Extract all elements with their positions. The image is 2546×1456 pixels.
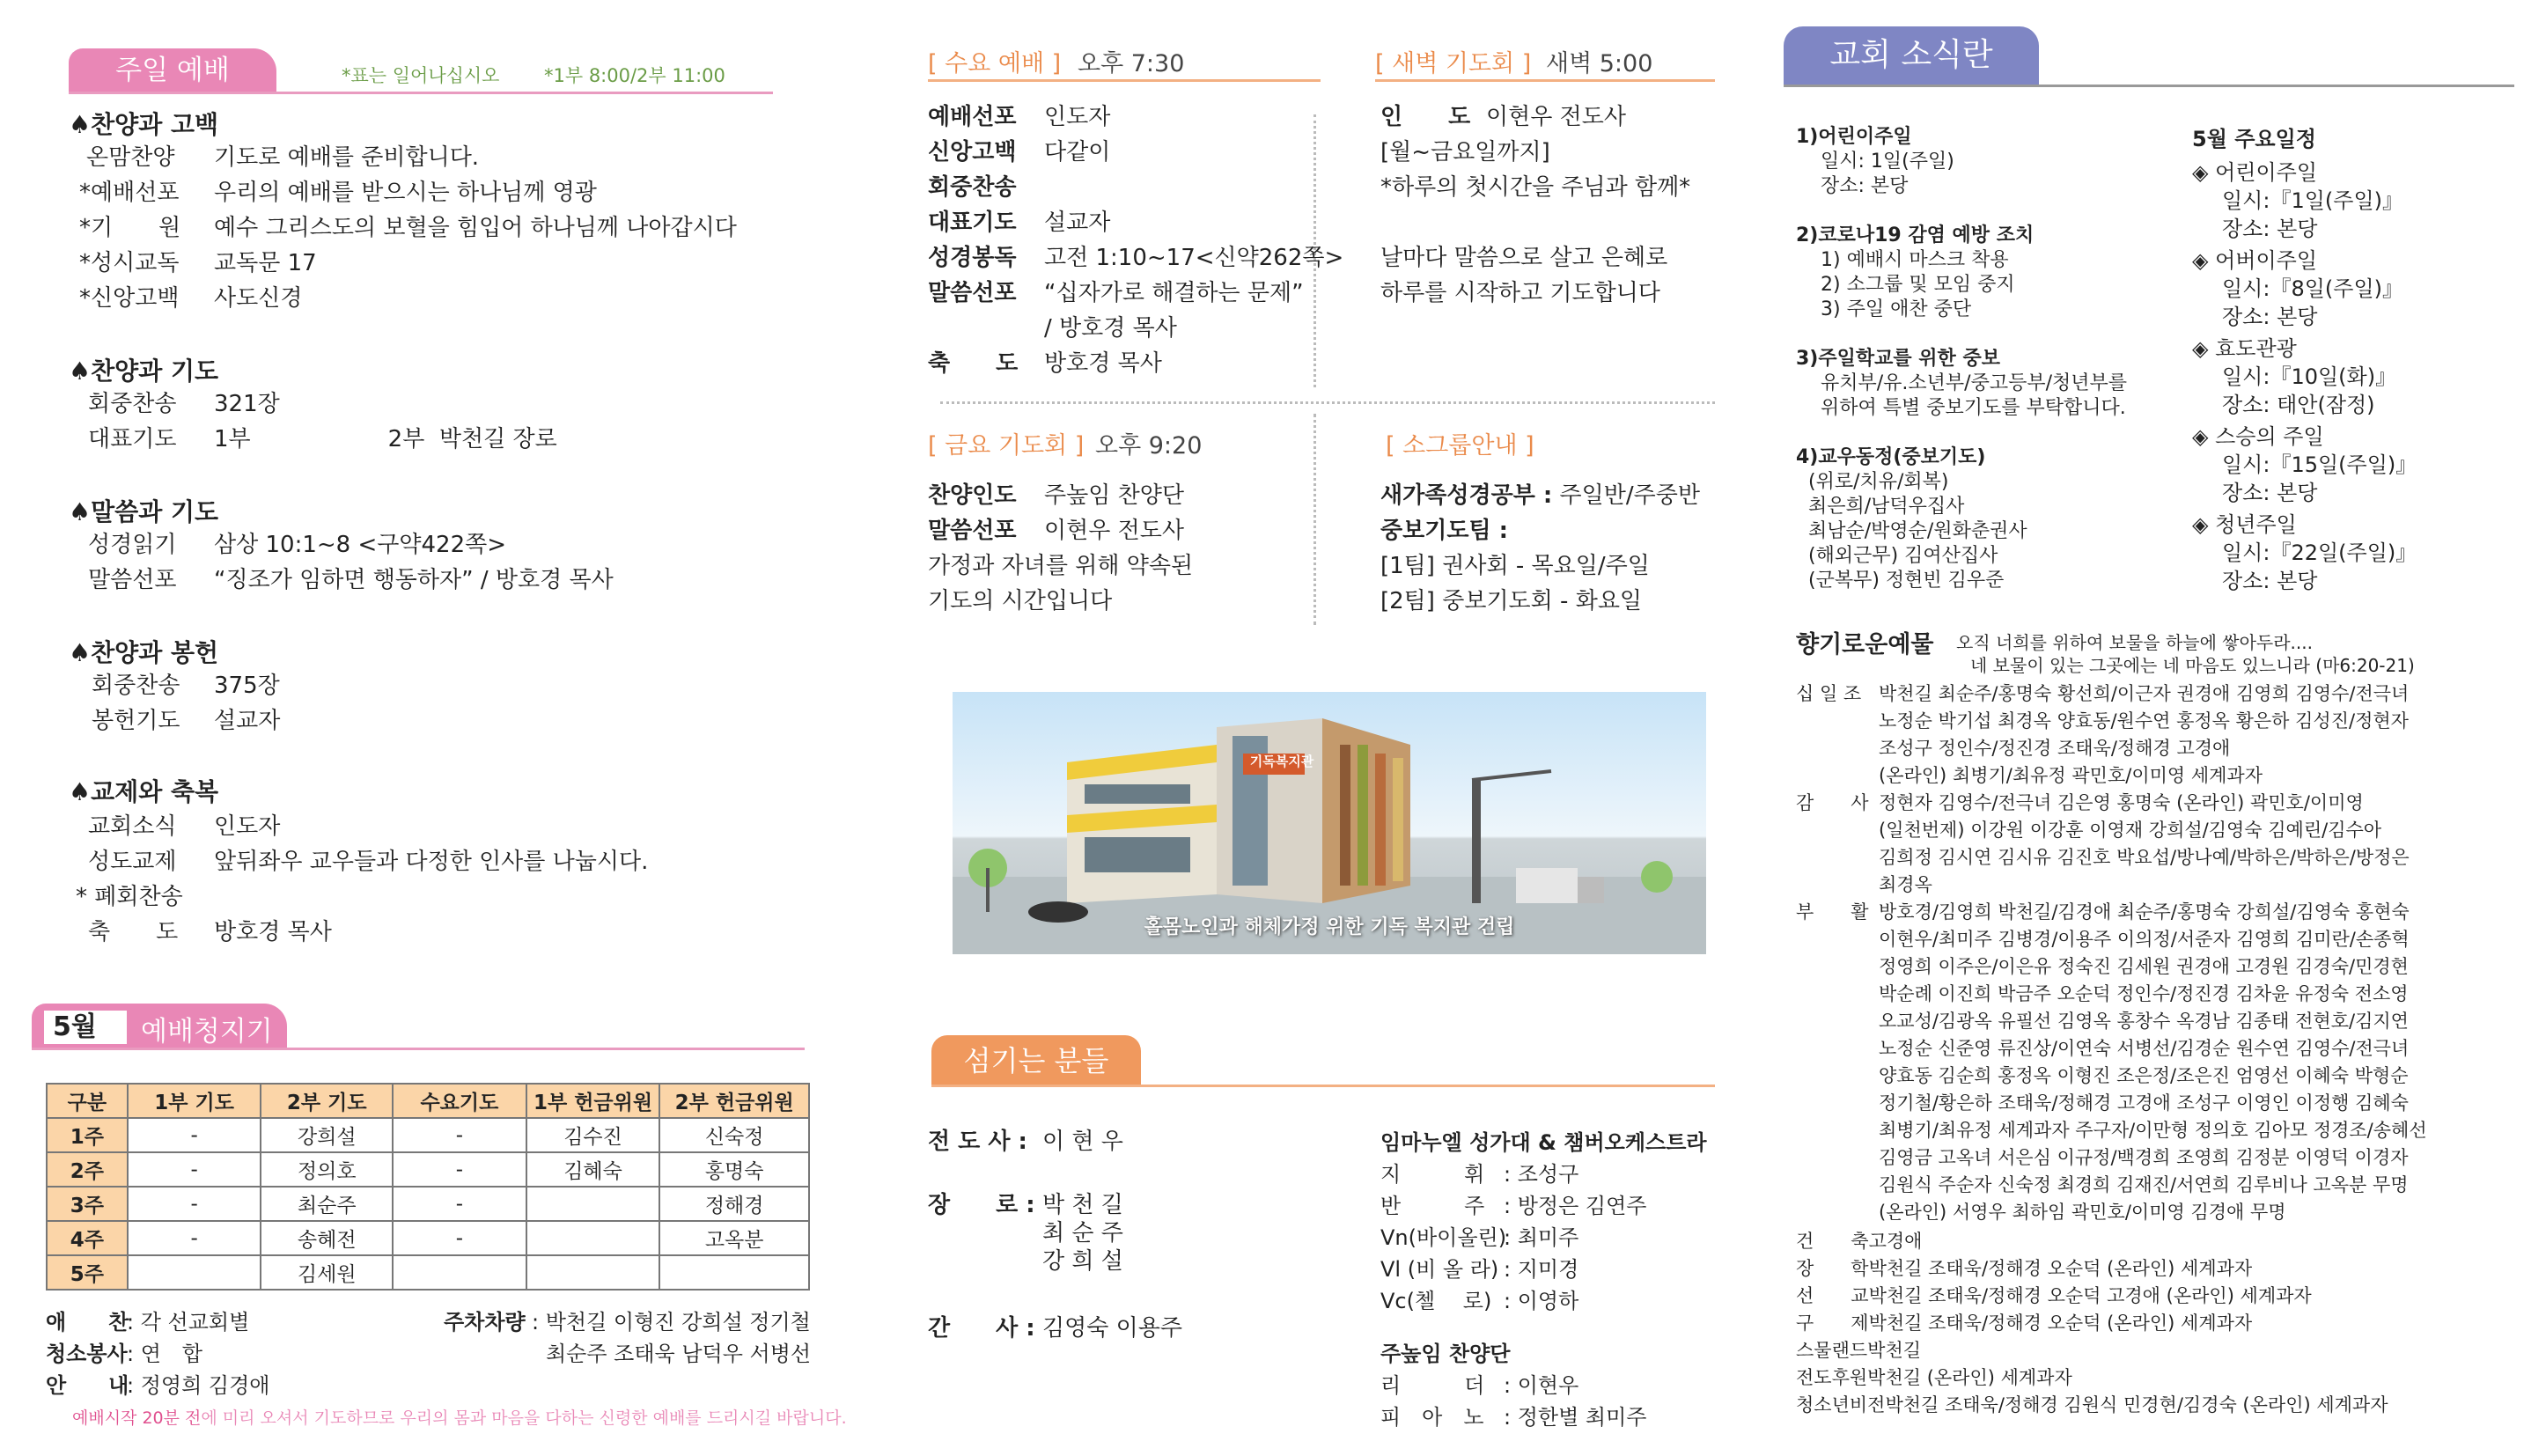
- offering-names: 정영희 이주은/이은유 정숙진 김세원 권경애 고경원 김경숙/민경현: [1879, 956, 2409, 977]
- may-event-place: 장소: 태안(잠정): [2222, 393, 2375, 417]
- smallgroup-line: [1팀] 권사회 - 목요일/주일: [1380, 553, 1650, 579]
- column-header: 1부 기도: [128, 1084, 261, 1118]
- offering-title: 향기로운예물: [1796, 631, 1934, 658]
- friday-line: 가정과 자녀를 위해 약속된: [928, 553, 1194, 579]
- smallgroup-line: [2팀] 중보기도회 - 화요일: [1380, 588, 1643, 614]
- schedule-table: [46, 1083, 810, 1291]
- offering-names: 김영금 고옥녀 서은심 이규정/백경희 조영희 김정분 이영덕 이경자: [1879, 1147, 2409, 1168]
- offering-names: 오교성/김광옥 유필선 김영옥 홍창수 옥경남 김종태 전현호/김지연: [1879, 1011, 2409, 1032]
- section-title: ♠찬양과 기도: [69, 357, 219, 386]
- table-row: 5주 김세원: [47, 1255, 809, 1290]
- dawn-leader: 인 도 이현우 전도사: [1380, 104, 1626, 130]
- may-event-title: ◈ 스승의 주일: [2192, 424, 2324, 449]
- offering-misc: 구 제박천길 조태욱/정해경 오순덕 (온라인) 세계과자: [1796, 1313, 2253, 1334]
- liturgy-row: 회중찬송 321장: [88, 391, 280, 417]
- choir-row: Vn(바이올린): 최미주: [1380, 1225, 1579, 1250]
- building-caption: 홀몸노인과 해체가정 위한 기독 복지관 건립: [1144, 916, 1515, 938]
- divider: [928, 79, 1321, 82]
- news-line: 위하여 특별 중보기도를 부탁합니다.: [1821, 397, 2126, 419]
- column-header: 2부 헌금위원: [659, 1084, 809, 1118]
- evangelist-row: 전 도 사 : 이 현 우: [928, 1129, 1123, 1155]
- may-event-date: 일시:『1일(주일)』: [2222, 188, 2404, 213]
- offering-misc: 장 학박천길 조태욱/정해경 오순덕 (온라인) 세계과자: [1796, 1258, 2253, 1279]
- liturgy-row: 말씀선포 “징조가 임하면 행동하자” / 방호경 목사: [88, 567, 614, 593]
- wednesday-label: [ 수요 예배 ]: [928, 50, 1062, 77]
- news-line: 2) 소그룹 및 모임 중지: [1821, 274, 2015, 296]
- offering-names: (일천번제) 이강원 이강훈 이영재 강희설/김영숙 김예린/김수아: [1879, 820, 2382, 841]
- role-row: 청소봉사: 연 합: [46, 1342, 203, 1366]
- praise-team-title: 주높임 찬양단: [1380, 1342, 1511, 1366]
- may-event-title: ◈ 청년주일: [2192, 512, 2297, 537]
- news-line: 최남순/박영순/원화춘권사: [1808, 520, 2027, 542]
- wednesday-row: 성경봉독 고전 1:10~17<신약262쪽>: [928, 245, 1344, 271]
- section-title: ♠찬양과 고백: [69, 110, 219, 139]
- offering-names: 조성구 정인수/정진경 조태욱/정해경 고경애: [1879, 738, 2231, 759]
- liturgy-row: 교회소식 인도자: [88, 813, 281, 840]
- liturgy-row: 성경읽기 삼상 10:1~8 <구약422쪽>: [88, 532, 507, 558]
- offering-names: 김원식 주순자 신숙정 최경희 김재진/서연희 김루비나 고옥분 무명: [1879, 1174, 2409, 1195]
- liturgy-row: *기 원 예수 그리스도의 보혈을 힘입어 하나님께 나아갑시다: [79, 215, 737, 241]
- offering-names: 최병기/최유정 세계과자 주구자/이만형 정의호 김아모 정경조/송혜선: [1879, 1120, 2427, 1141]
- divider: [1313, 414, 1316, 625]
- elders-row: 장 로 : 박 천 길: [928, 1192, 1123, 1218]
- choir-row: 반 주 : 방정은 김연주: [1380, 1194, 1647, 1218]
- wednesday-row: 신앙고백 다같이: [928, 139, 1111, 165]
- friday-time: 오후 9:20: [1095, 432, 1203, 460]
- wednesday-row: 대표기도 설교자: [928, 210, 1111, 236]
- offering-misc: 선 교박천길 조태욱/정해경 오순덕 고경애 (온라인) 세계과자: [1796, 1285, 2312, 1306]
- dawn-line: 날마다 말씀으로 살고 은혜로: [1380, 245, 1668, 271]
- welfare-center-illustration: [953, 692, 1706, 954]
- liturgy-row: 온맘찬양 기도로 예배를 준비합니다.: [86, 144, 480, 171]
- divider: [32, 1048, 805, 1050]
- schedule-title: 예배청지기: [141, 1016, 273, 1048]
- column-header: 1부 헌금위원: [526, 1084, 660, 1118]
- sunday-worship-tab: 주일 예배: [69, 48, 276, 92]
- offering-names: 김희정 김시연 김시유 김진호 박요섭/방나예/박하은/박하은/방정은: [1879, 847, 2410, 868]
- offering-names: 정기철/황은하 조태욱/정해경 고경애 조성구 이영인 이정행 김혜숙: [1879, 1092, 2409, 1114]
- liturgy-row: * 폐회찬송: [76, 884, 183, 910]
- table-row: 1주 - 강희설 - 김수진 신숙정: [47, 1118, 809, 1152]
- offering-names: (온라인) 서영우 최하임 곽민호/이미영 김경애 무명: [1879, 1202, 2286, 1223]
- parking-label: 주차차량: [444, 1310, 526, 1335]
- standing-note: *표는 일어나십시오: [342, 65, 500, 86]
- role-row: 안 내: 정영희 김경애: [46, 1373, 270, 1398]
- may-event-title: ◈ 어린이주일: [2192, 160, 2318, 185]
- divider: [1784, 85, 2514, 87]
- offering-verse: 네 보물이 있는 그곳에는 네 마음도 있느니라 (마6:20-21): [1970, 655, 2415, 676]
- choir-row: Vl (비 올 라) : 지미경: [1380, 1257, 1579, 1282]
- liturgy-row: 축 도 방호경 목사: [88, 919, 332, 945]
- elder-name: 강 희 설: [1042, 1248, 1123, 1275]
- divider: [940, 401, 1715, 404]
- may-event-place: 장소: 본당: [2222, 305, 2318, 329]
- dawn-label: [ 새벽 기도회 ]: [1375, 50, 1532, 77]
- divider: [69, 92, 773, 94]
- wednesday-time: 오후 7:30: [1078, 50, 1185, 77]
- deacons-row: 간 사 : 김영숙 이용주: [928, 1315, 1182, 1342]
- offering-names: 박순례 이진희 박금주 오순덕 정인수/정진경 김차윤 유정숙 전소영: [1879, 983, 2409, 1004]
- praise-row: 리 더 : 이현우: [1380, 1373, 1579, 1398]
- dawn-line: *하루의 첫시간을 주님과 함께*: [1380, 174, 1691, 201]
- divider: [931, 1085, 1715, 1087]
- column-header: 2부 기도: [261, 1084, 393, 1118]
- liturgy-row: *예배선포 우리의 예배를 받으시는 하나님께 영광: [79, 180, 597, 206]
- news-item-title: 1)어린이주일: [1796, 126, 1912, 148]
- may-event-place: 장소: 본당: [2222, 481, 2318, 505]
- may-event-title: ◈ 효도관광: [2192, 336, 2297, 361]
- offering-misc: 전도후원박천길 (온라인) 세계과자: [1796, 1367, 2072, 1388]
- may-schedule-title: 5월 주요일정: [2192, 127, 2316, 151]
- liturgy-row: 대표기도 1부 2부 박천길 장로: [88, 426, 557, 452]
- choir-row: Vc(첼 로) : 이영하: [1380, 1289, 1579, 1313]
- news-line: (군복무) 정현빈 김우준: [1808, 570, 2005, 592]
- news-line: 일시: 1일(주일): [1821, 151, 1954, 173]
- may-event-place: 장소: 본당: [2222, 217, 2318, 241]
- column-header: 구분: [47, 1084, 128, 1118]
- liturgy-row: 봉헌기도 설교자: [92, 708, 281, 734]
- service-times-note: *1부 8:00/2부 11:00: [544, 65, 725, 86]
- offering-names: (온라인) 최병기/최유정 곽민호/이미영 세계과자: [1879, 765, 2263, 786]
- wednesday-row: 말씀선포 “십자가로 해결하는 문제”: [928, 280, 1304, 306]
- elder-name: 최 순 주: [1042, 1220, 1123, 1246]
- offering-names: 노정순 박기섭 최경옥 양효동/원수연 홍정옥 황은하 김성진/정현자: [1879, 710, 2409, 732]
- liturgy-row: 회중찬송 375장: [92, 673, 280, 699]
- dawn-line: [월~금요일까지]: [1380, 139, 1550, 165]
- choir-title: 임마누엘 성가대 & 챔버오케스트라: [1380, 1130, 1707, 1155]
- news-item-title: 2)코로나19 감염 예방 조치: [1796, 224, 2035, 246]
- offering-misc: 청소년비전박천길 조태욱/정해경 김원식 민경현/김경숙 (온라인) 세계과자: [1796, 1394, 2388, 1416]
- column-header: 수요기도: [393, 1084, 526, 1118]
- section-title: ♠말씀과 기도: [69, 497, 219, 526]
- friday-row: 찬양인도 주높임 찬양단: [928, 482, 1184, 509]
- may-event-date: 일시:『8일(주일)』: [2222, 276, 2404, 301]
- offering-category: 감 사: [1796, 792, 1869, 813]
- offering-names: 방호경/김영희 박천길/김경애 최순주/홍명숙 강희설/김영숙 홍현숙: [1879, 901, 2410, 923]
- offering-category: 부 활: [1796, 901, 1869, 923]
- smallgroup-row: 새가족성경공부 : 주일반/주중반: [1380, 482, 1700, 509]
- offering-category: 십 일 조: [1796, 683, 1862, 704]
- offering-verse: 오직 너희를 위하여 보물을 하늘에 쌓아두라....: [1956, 632, 2313, 653]
- role-row: 애 찬: 각 선교회별: [46, 1310, 250, 1335]
- offering-misc: 스물랜드박천길: [1796, 1340, 1922, 1361]
- news-tab: 교회 소식란: [1784, 26, 2039, 85]
- footnote: 예배시작 20분 전에 미리 오셔서 기도하므로 우리의 몸과 마음을 다하는 신령한 예배를 드리시길 바랍니다.: [72, 1408, 847, 1428]
- servers-tab: 섬기는 분들: [931, 1035, 1141, 1086]
- news-line: 최은희/남덕우집사: [1808, 496, 1965, 518]
- wednesday-row: 예배선포 인도자: [928, 104, 1111, 130]
- table-row: 2주 - 정의호 - 김혜숙 홍명숙: [47, 1152, 809, 1187]
- news-line: 1) 예배시 마스크 착용: [1821, 249, 2009, 271]
- parking-volunteers: : 박천길 이형진 강희설 정기철: [532, 1310, 811, 1335]
- offering-misc: 건 축고경애: [1796, 1231, 1923, 1252]
- may-event-date: 일시:『22일(주일)』: [2222, 540, 2417, 565]
- smallgroup-row: 중보기도팀 :: [1380, 518, 1509, 544]
- offering-names: 최경옥: [1879, 874, 1932, 895]
- friday-line: 기도의 시간입니다: [928, 588, 1113, 614]
- schedule-month: 5월: [44, 1011, 127, 1044]
- building-sign: 기독복지관: [1249, 754, 1314, 769]
- news-line: 유치부/유.소년부/중고등부/청년부를: [1821, 372, 2128, 394]
- parking-volunteers: 최순주 조태욱 남덕우 서병선: [546, 1342, 812, 1366]
- smallgroup-label: [ 소그룹안내 ]: [1386, 432, 1534, 460]
- news-item-title: 3)주일학교를 위한 중보: [1796, 348, 2000, 370]
- praise-row: 피 아 노 : 정한별 최미주: [1380, 1405, 1647, 1430]
- wednesday-row: / 방호경 목사: [1044, 315, 1177, 342]
- dawn-line: 하루를 시작하고 기도합니다: [1380, 280, 1660, 306]
- offering-names: 노정순 신준영 류진상/이연숙 서병선/김경순 원수연 김영수/전극녀: [1879, 1038, 2410, 1059]
- wednesday-row: 회중찬송: [928, 174, 1017, 201]
- friday-row: 말씀선포 이현우 전도사: [928, 518, 1184, 544]
- may-event-place: 장소: 본당: [2222, 569, 2318, 593]
- may-event-title: ◈ 어버이주일: [2192, 248, 2318, 273]
- liturgy-row: 성도교제 앞뒤좌우 교우들과 다정한 인사를 나눕시다.: [88, 849, 649, 875]
- may-event-date: 일시:『15일(주일)』: [2222, 452, 2417, 477]
- news-item-title: 4)교우동정(중보기도): [1796, 446, 1986, 468]
- offering-names: 박천길 최순주/홍명숙 황선희/이근자 권경애 김영희 김영수/전극녀: [1879, 683, 2410, 704]
- choir-row: 지 휘 : 조성구: [1380, 1162, 1579, 1187]
- table-header-row: [47, 1084, 809, 1118]
- wednesday-row: 축 도 방호경 목사: [928, 350, 1162, 377]
- news-line: 장소: 본당: [1821, 175, 1909, 197]
- news-line: 3) 주일 애찬 중단: [1821, 298, 1972, 320]
- dawn-time: 새벽 5:00: [1546, 50, 1653, 77]
- news-line: (해외근무) 김여산집사: [1808, 545, 1998, 567]
- may-event-date: 일시:『10일(화)』: [2222, 364, 2397, 389]
- offering-names: 양효동 김순희 홍정옥 이형진 조은정/조은진 엄영선 이혜숙 박형순: [1879, 1065, 2409, 1086]
- offering-names: 이현우/최미주 김병경/이용주 이의정/서준자 김영희 김미란/손종혁: [1879, 929, 2410, 950]
- liturgy-row: *신앙고백 사도신경: [79, 285, 303, 312]
- divider: [1375, 79, 1715, 82]
- table-row: 3주 - 최순주 - 정해경: [47, 1187, 809, 1221]
- section-title: ♠찬양과 봉헌: [69, 638, 219, 667]
- news-line: (위로/치유/회복): [1808, 471, 1949, 493]
- liturgy-row: *성시교독 교독문 17: [79, 250, 317, 276]
- section-title: ♠교제와 축복: [69, 777, 219, 806]
- offering-names: 정현자 김영수/전극녀 김은영 홍명숙 (온라인) 곽민호/이미영: [1879, 792, 2364, 813]
- table-row: 4주 - 송혜전 - 고옥분: [47, 1221, 809, 1255]
- friday-label: [ 금요 기도회 ]: [928, 432, 1085, 460]
